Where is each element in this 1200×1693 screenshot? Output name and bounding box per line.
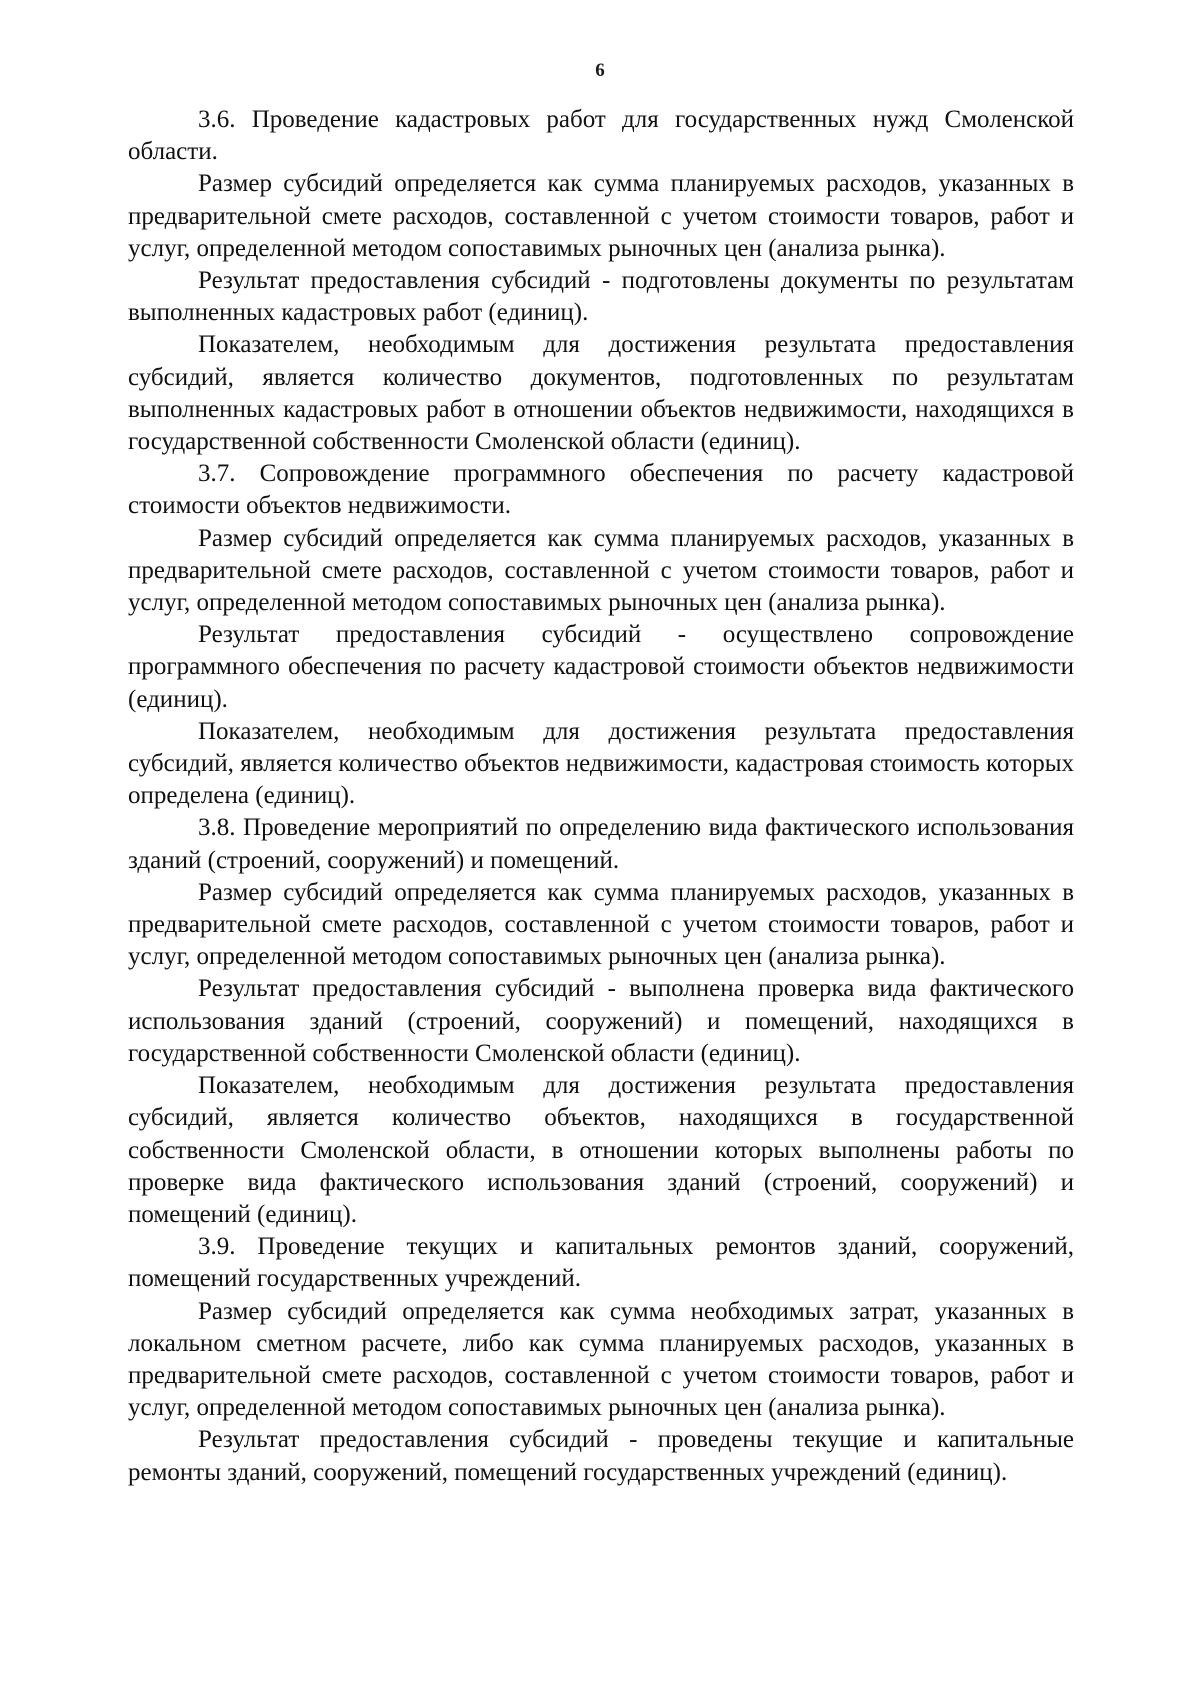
paragraph: Размер субсидий определяется как сумма необходимых затрат, указанных в локальном сметном расчете, либо как сумма планируемых расходов, указанных в предварительной смете расходов, составленной с учетом стоимости товаров, работ и услуг, определенной методом сопоставимых рыночных цен (анализа рынка). <box>128 1297 1074 1422</box>
section-3-9-heading: 3.9. Проведение текущих и капитальных ремонтов зданий, сооружений, помещений государственных учреждений. <box>128 1233 1074 1293</box>
paragraph: Результат предоставления субсидий - выполнена проверка вида фактического использования зданий (строений, сооружений) и помещений, находящихся в государственной собственности Смоленской области (единиц). <box>128 975 1074 1067</box>
paragraph: Результат предоставления субсидий - осуществлено сопровождение программного обеспечения по расчету кадастровой стоимости объектов недвижимости (единиц). <box>128 621 1074 713</box>
paragraph: Показателем, необходимым для достижения результата предоставления субсидий, является количество объектов недвижимости, кадастровая стоимость которых определена (единиц). <box>128 717 1074 810</box>
paragraph: Размер субсидий определяется как сумма планируемых расходов, указанных в предварительной смете расходов, составленной с учетом стоимости товаров, работ и услуг, определенной методом сопоставимых рыночных цен (анализа рынка). <box>128 878 1074 971</box>
section-3-8-heading: 3.8. Проведение мероприятий по определению вида фактического использования зданий (строений, сооружений) и помещений. <box>128 814 1074 874</box>
paragraph: Результат предоставления субсидий - проведены текущие и капитальные ремонты зданий, сооружений, помещений государственных учреждений (единиц). <box>128 1426 1074 1486</box>
section-3-7-heading: 3.7. Сопровождение программного обеспечения по расчету кадастровой стоимости объектов недвижимости. <box>128 460 1074 520</box>
paragraph: Показателем, необходимым для достижения результата предоставления субсидий, является количество объектов, находящихся в государственной собственности Смоленской области, в отношении которых выполнены работы по проверке вида фактического использования зданий (строений, сооружений) и помещений (единиц). <box>128 1072 1074 1228</box>
section-3-6-heading: 3.6. Проведение кадастровых работ для государственных нужд Смоленской области. <box>128 106 1074 166</box>
paragraph: Показателем, необходимым для достижения результата предоставления субсидий, является количество документов, подготовленных по результатам выполненных кадастровых работ в отношении объектов недвижимости, находящихся в государственной собственности Смоленской области (единиц). <box>128 331 1074 456</box>
paragraph: Размер субсидий определяется как сумма планируемых расходов, указанных в предварительной смете расходов, составленной с учетом стоимости товаров, работ и услуг, определенной методом сопоставимых рыночных цен (анализа рынка). <box>128 524 1074 617</box>
page-number: 6 <box>595 60 605 81</box>
paragraph: Результат предоставления субсидий - подготовлены документы по результатам выполненных кадастровых работ (единиц). <box>128 267 1074 327</box>
paragraph: Размер субсидий определяется как сумма планируемых расходов, указанных в предварительной смете расходов, составленной с учетом стоимости товаров, работ и услуг, определенной методом сопоставимых рыночных цен (анализа рынка). <box>128 170 1074 262</box>
document-body <box>128 104 1074 1489</box>
